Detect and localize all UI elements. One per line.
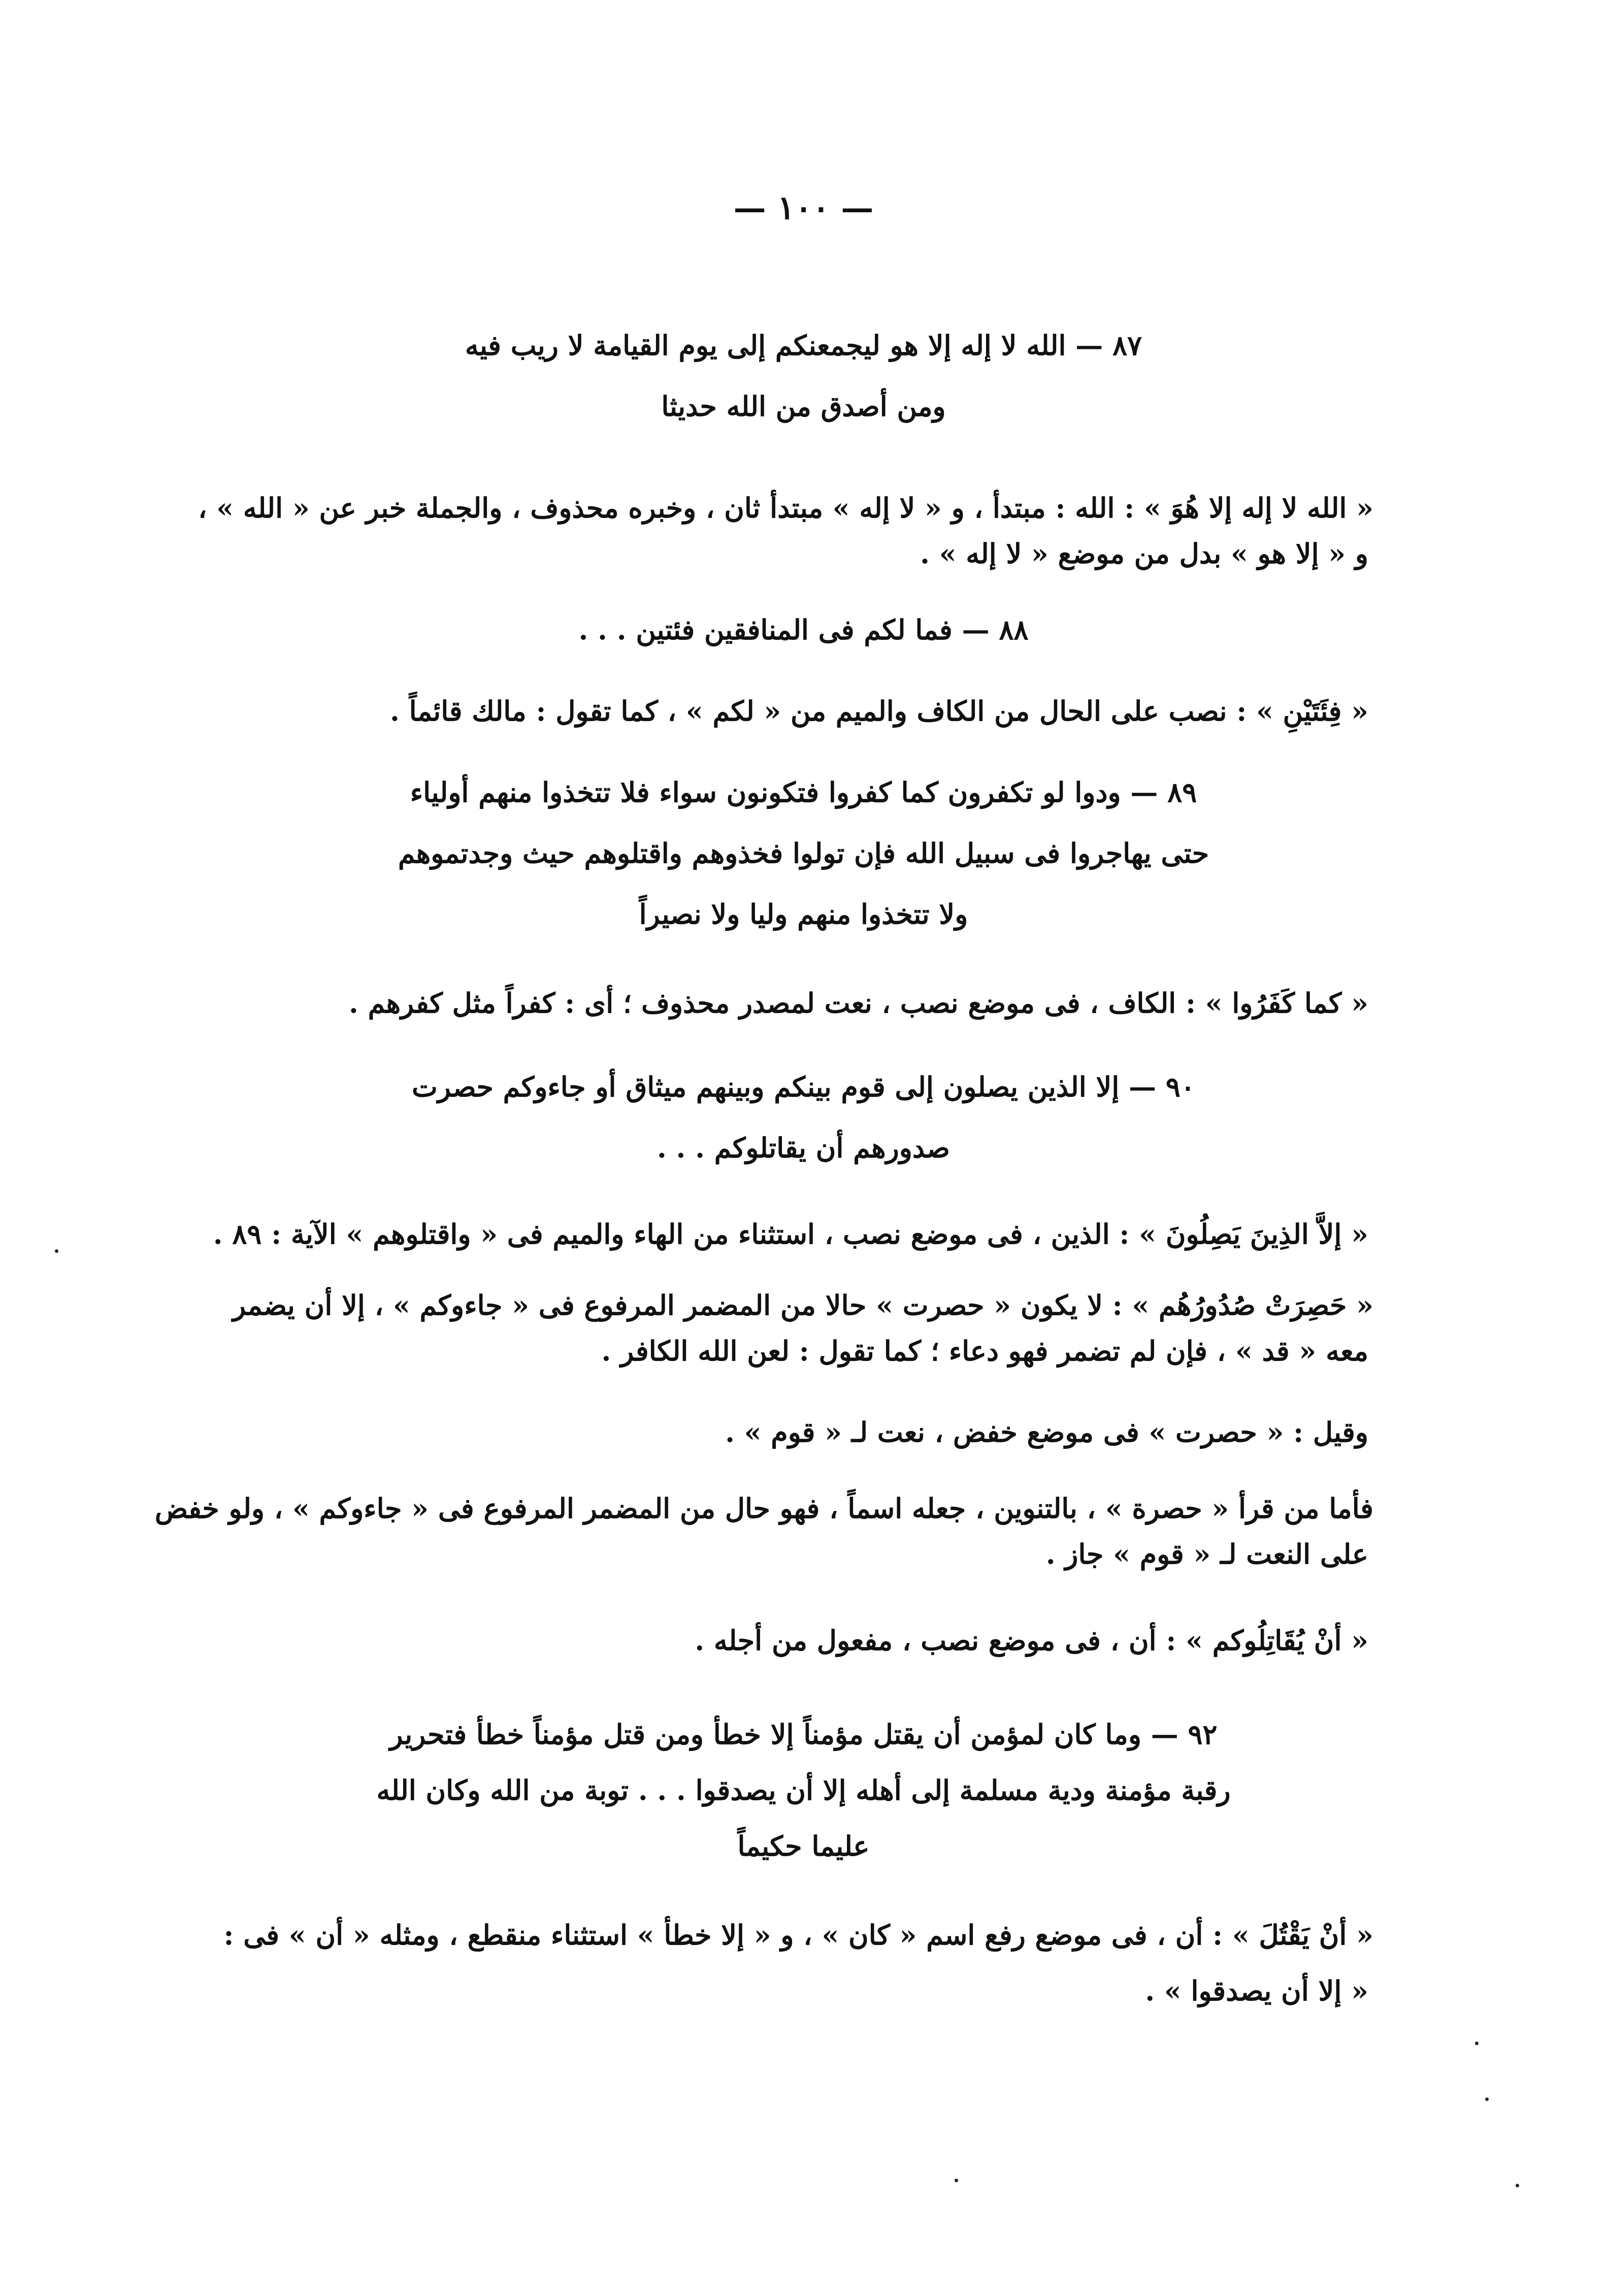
verse-89-line-1: ٨٩ — ودوا لو تكفرون كما كفروا فتكونون سواء فلا تتخذوا منهم أولياء <box>410 776 1197 809</box>
commentary-90-paragraph-4-line-1: فأما من قرأ « حصرة » ، بالتنوين ، جعله اسماً ، فهو حال من المضمر المرفوع فى « جاءوكم » ، ولو خفض <box>154 1492 1373 1525</box>
commentary-90-paragraph-3: وقيل : « حصرت » فى موضع خفض ، نعت لـ « قوم » . <box>725 1416 1368 1448</box>
commentary-88-line-1: « فِئَتَيْنِ » : نصب على الحال من الكاف والميم من « لكم » ، كما تقول : مالك قائماً . <box>389 695 1368 727</box>
commentary-92-line-1: « أنْ يَقْتُلَ » : أن ، فى موضع رفع اسم « كان » ، و « إلا خطأ » استثناء منقطع ، ومثله « أن » فى : <box>223 1919 1373 1951</box>
verse-92-line-1: ٩٢ — وما كان لمؤمن أن يقتل مؤمناً إلا خطأ ومن قتل مؤمناً خطأ فتحرير <box>389 1718 1218 1751</box>
verse-88-line-1: ٨٨ — فما لكم فى المنافقين فئتين . . . <box>578 613 1029 646</box>
commentary-87-line-1: « الله لا إله إلا هُوَ » : الله : مبتدأ ، و « لا إله » مبتدأ ثان ، وخبره محذوف ، والجملة خبر عن « الله » ، <box>198 492 1373 524</box>
commentary-90-paragraph-1: « إلاَّ الذِينَ يَصِلُونَ » : الذين ، فى موضع نصب ، استثناء من الهاء والميم فى « واقتلوهم » الآية : ٨٩ . <box>213 1218 1368 1250</box>
verse-87-line-1: ٨٧ — الله لا إله إلا هو ليجمعنكم إلى يوم القيامة لا ريب فيه <box>465 329 1142 362</box>
scan-speck <box>1475 2042 1479 2045</box>
page-number: — ١٠٠ — <box>733 189 874 227</box>
verse-92-line-3: عليما حكيماً <box>737 1830 870 1862</box>
commentary-90-paragraph-2-line-1: « حَصِرَتْ صُدُورُهُم » : لا يكون « حصرت » حالا من المضمر المرفوع فى « جاءوكم » ، إلا أن يضمر <box>233 1289 1373 1321</box>
scan-speck <box>1485 2097 1489 2101</box>
verse-90-line-2: صدورهم أن يقاتلوكم . . . <box>657 1131 950 1164</box>
verse-87-line-2: ومن أصدق من الله حديثا <box>661 390 946 423</box>
commentary-90-paragraph-4-line-2: على النعت لـ « قوم » جاز . <box>1045 1538 1368 1570</box>
verse-90-line-1: ٩٠ — إلا الذين يصلون إلى قوم بينكم وبينهم ميثاق أو جاءوكم حصرت <box>412 1071 1195 1103</box>
commentary-90-paragraph-5: « أنْ يُقَاتِلُوكم » : أن ، فى موضع نصب ، مفعول من أجله . <box>695 1624 1368 1657</box>
verse-89-line-3: ولا تتخذوا منهم وليا ولا نصيراً <box>639 898 968 930</box>
commentary-89-line-1: « كما كَفَرُوا » : الكاف ، فى موضع نصب ، نعت لمصدر محذوف ؛ أى : كفراً مثل كفرهم . <box>349 987 1368 1019</box>
commentary-92-line-2: « إلا أن يصدقوا » . <box>1145 1975 1368 2007</box>
commentary-87-line-2: و « إلا هو » بدل من موضع « لا إله » . <box>920 537 1368 570</box>
scan-speck <box>955 2179 958 2182</box>
commentary-90-paragraph-2-line-2: معه « قد » ، فإن لم تضمر فهو دعاء ؛ كما تقول : لعن الله الكافر . <box>601 1335 1368 1367</box>
scan-speck <box>55 1249 58 1253</box>
scan-speck <box>1516 2184 1519 2187</box>
verse-89-line-2: حتى يهاجروا فى سبيل الله فإن تولوا فخذوهم واقتلوهم حيث وجدتموهم <box>398 837 1209 869</box>
verse-92-line-2: رقبة مؤمنة ودية مسلمة إلى أهله إلا أن يصدقوا . . . توبة من الله وكان الله <box>376 1774 1231 1806</box>
